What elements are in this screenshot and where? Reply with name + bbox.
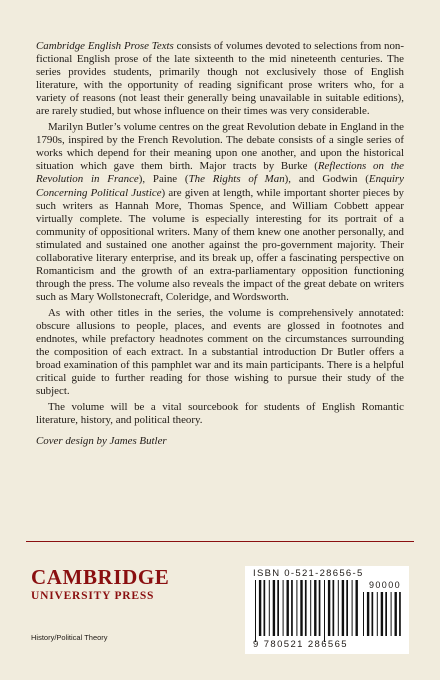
- barcode-bar: [356, 580, 358, 636]
- ean-barcode: [255, 580, 361, 642]
- barcode-bar: [269, 580, 270, 636]
- paine-title: The Rights of Man: [188, 173, 285, 186]
- barcode-bar: [395, 592, 397, 636]
- barcode-bar: [333, 580, 335, 636]
- publisher-subname: UNIVERSITY PRESS: [31, 590, 155, 602]
- barcode-bar: [367, 592, 369, 636]
- barcode-bar: [255, 580, 256, 642]
- barcode-bar: [338, 580, 339, 636]
- category-label: History/Political Theory: [31, 633, 108, 642]
- barcode-bar: [372, 592, 374, 636]
- addon-barcode: [363, 592, 401, 642]
- barcode-bar: [346, 580, 348, 636]
- blurb-paragraph-2: Marilyn Butler’s volume centres on the great Revolution debate in England in the 1790s, inspired by the French Revolution. The debate consists of a single series of works which depend for their meaning upon one another, and upon the historical situation which gave them birth. Major tracts by Burke (Reflections on the Revolution in France), Paine (The Rights of Man), and Godwin (Enquiry Concerning Political Justice) are given at length, while important shorter pieces by such writers as Hannah More, Thomas Spence, and William Cobbett appear virtually complete. The volume is especially interesting for its portrait of a community of oppositional writers. Many of them knew one another personally, and stimulated and sustained one another against the pro-government majority. Their collaborative literary enterprise, and its break up, offer a fascinating perspective on Romanticism and the growth of an extra-parliamentary opposition functioning through the press. The volume also reveals the impact of the great debate on writers such as Mary Wollstonecraft, Coleridge, and Wordsworth.: [36, 121, 405, 303]
- barcode-bar: [391, 592, 392, 636]
- burke-title: Reflections on the Revolution in France: [36, 160, 405, 186]
- barcode-bar: [381, 592, 383, 636]
- blurb-paragraph-4: The volume will be a vital sourcebook for students of English Romantic literature, history, and political theory.: [36, 401, 404, 427]
- barcode-bar: [287, 580, 289, 636]
- barcode-bar: [264, 580, 266, 636]
- barcode-bar: [319, 580, 321, 636]
- barcode-bar: [305, 580, 307, 636]
- barcode-bar: [310, 580, 311, 636]
- cover-credit: Cover design by James Butler: [36, 435, 167, 448]
- barcode-bar: [259, 580, 261, 636]
- barcode-bar: [300, 580, 302, 636]
- godwin-title: Enquiry Concerning Political Justice: [36, 173, 405, 199]
- barcode-bar: [291, 580, 293, 636]
- barcode-bar: [399, 592, 401, 636]
- series-title: Cambridge English Prose Texts: [36, 40, 174, 52]
- blurb: [36, 40, 404, 451]
- blurb-paragraph-1: Cambridge English Prose Texts consists of volumes devoted to selections from non-fictional English prose of the late sixteenth to the mid nineteenth centuries. The series provides students, primarily though not exclusively those of English literature, with the opportunity of reading significant prose writers who, for a variety of reasons (not least their generally being unavailable in suitable editions), are rarely studied, but whose influence on their times was very considerable.: [36, 40, 404, 118]
- barcode-area: [245, 566, 409, 654]
- barcode-bar: [363, 592, 364, 636]
- ean-number: 9 780521 286565: [253, 639, 348, 650]
- price-addon-number: 90000: [369, 580, 402, 590]
- barcode-bar: [314, 580, 316, 636]
- blurb-paragraph-3: As with other titles in the series, the volume is comprehensively annotated: obscure allusions to people, places, and events are glossed in footnotes and endnotes, while prefactory headnotes comment on the circumstances surrounding the composition of each extract. In a substantial introduction Dr Butler offers a broad examination of this pamphlet war and its main participants. There is a helpful critical guide to further reading for those wishing to pursue their study of the subject.: [36, 306, 404, 398]
- isbn-label: ISBN 0-521-28656-5: [253, 568, 364, 579]
- barcode-bar: [277, 580, 279, 636]
- publisher-name: CAMBRIDGE: [31, 565, 170, 589]
- barcode-bar: [296, 580, 297, 636]
- publisher-logo: [31, 567, 169, 603]
- barcode-bar: [377, 592, 378, 636]
- barcode-bar: [342, 580, 344, 636]
- barcode-bar: [352, 580, 353, 636]
- barcode-bar: [283, 580, 284, 636]
- barcode-bar: [385, 592, 387, 636]
- barcode-bar: [324, 580, 325, 642]
- barcode-bar: [273, 580, 275, 636]
- barcode-bar: [328, 580, 330, 636]
- divider-rule: [26, 541, 414, 542]
